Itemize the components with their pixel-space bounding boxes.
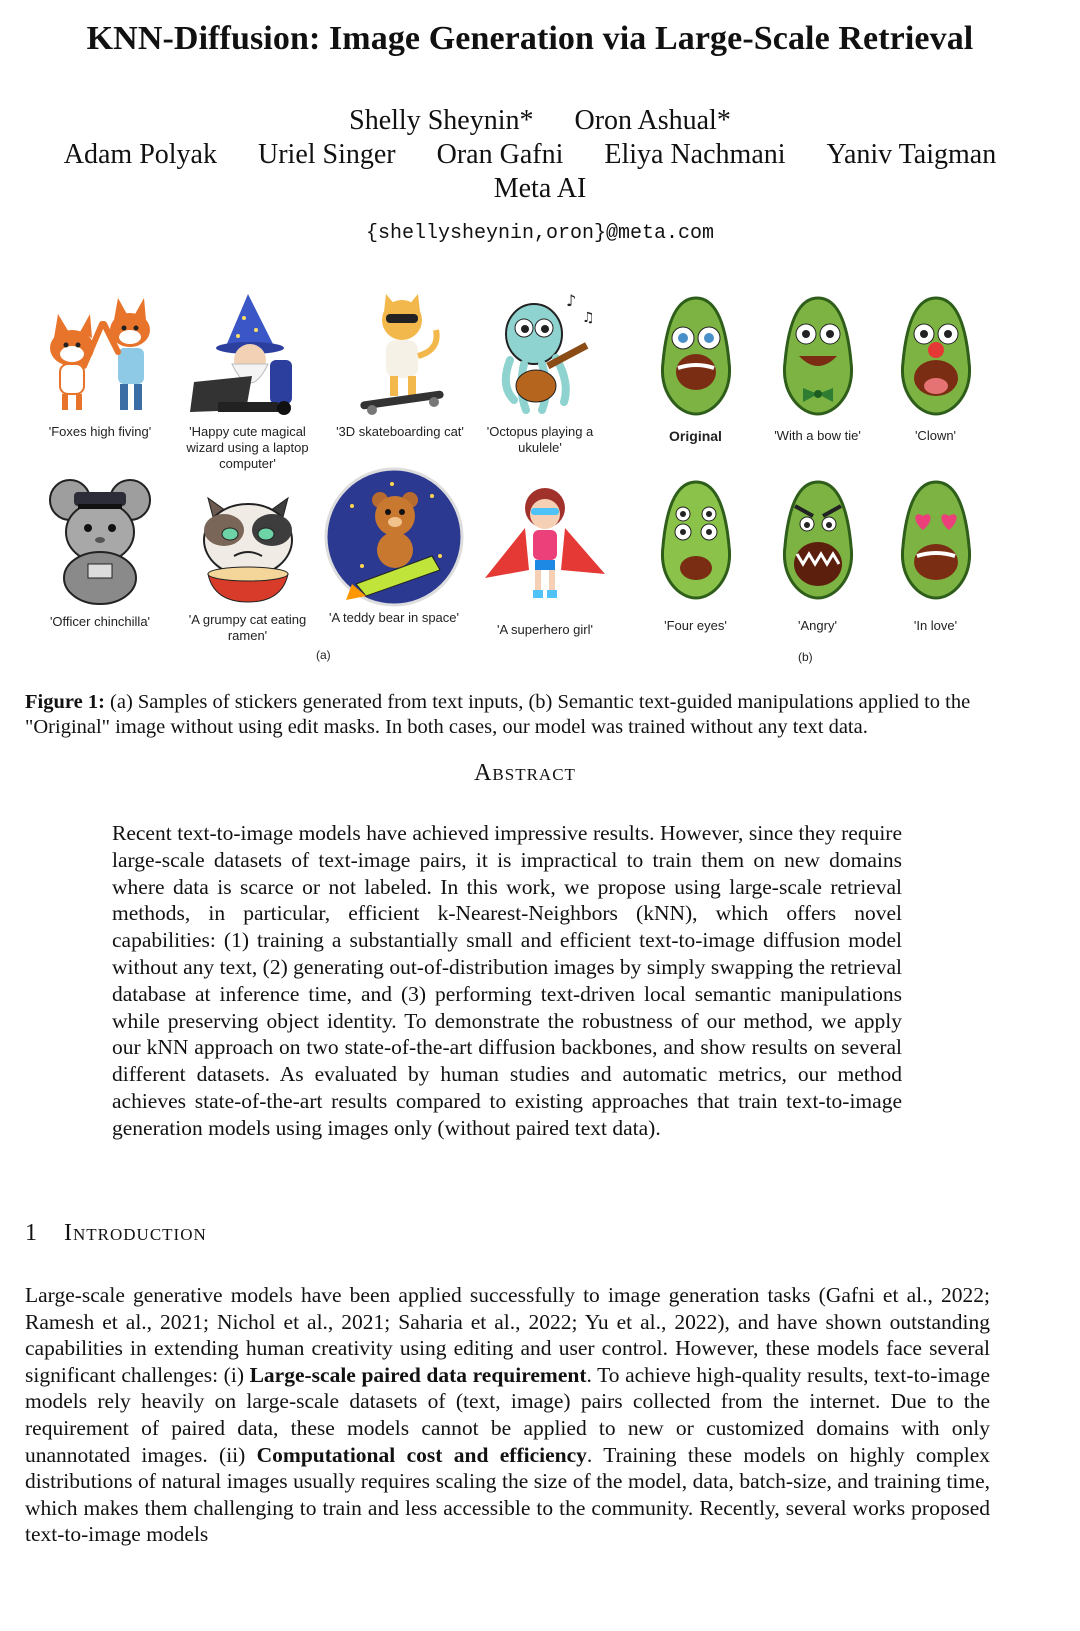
figure-caption: 'A grumpy cat eating ramen' — [188, 612, 307, 643]
author-name: Yaniv Taigman — [826, 139, 997, 170]
figure-caption: 'Octopus playing a ukulele' — [486, 424, 594, 455]
wizard-sticker-icon — [178, 290, 318, 420]
figure-cell — [868, 290, 1003, 444]
figure-caption: 'Happy cute magical wizard using a laptop computer' — [186, 424, 309, 471]
author-name: Eliya Nachmani — [604, 139, 786, 170]
figure-cell — [320, 466, 468, 626]
figure-caption-text: (a) Samples of stickers generated from text inputs, (b) Semantic text-guided manipulations applied to the "Original" image without using edit masks. In both cases, our model was trained without any text data. — [25, 691, 971, 738]
octopus-sticker-icon — [470, 290, 610, 420]
avocado-angry-icon — [753, 474, 883, 606]
cat-skateboard-sticker-icon — [330, 290, 470, 420]
figure-caption: 'Officer chinchilla' — [49, 614, 151, 629]
email: {shellysheynin,oron}@meta.com — [365, 222, 715, 245]
figure-cell — [868, 474, 1003, 634]
figure-caption: 'Foxes high fiving' — [48, 424, 152, 439]
intro-bold-text: Computational cost and efficiency — [256, 1442, 587, 1467]
author-name: Oran Gafni — [436, 139, 564, 170]
avocado-original-icon — [631, 290, 761, 420]
teddy-bear-sticker-icon — [322, 466, 466, 608]
intro-text: . Training these models on highly complex distributions of natural images usually requires scaling the size of the model, data, batch-size, and training time, which makes them challenging to train and less accessible to the community. Recently, several works proposed text-to-image models — [25, 1442, 991, 1547]
figure-caption: 'In love' — [913, 618, 958, 633]
figure-cell — [628, 290, 763, 444]
superhero-girl-sticker-icon — [475, 478, 615, 608]
grumpy-cat-sticker-icon — [178, 478, 318, 608]
avocado-bowtie-icon — [753, 290, 883, 420]
introduction-body — [25, 1282, 990, 1548]
avocado-four-eyes-icon — [631, 474, 761, 606]
section-number: 1 — [25, 1220, 38, 1246]
figure-caption: 'Angry' — [798, 618, 837, 633]
affiliation: Meta AI — [493, 173, 587, 204]
authors-line-2 — [0, 139, 1070, 171]
figure-cell — [30, 290, 170, 440]
figure-cell — [628, 474, 763, 634]
figure-cell — [750, 290, 885, 444]
author-name: Uriel Singer — [258, 139, 396, 170]
figure-cell — [750, 474, 885, 634]
figure-caption: 'Four eyes' — [664, 618, 727, 633]
figure-caption: 'A superhero girl' — [496, 622, 593, 637]
intro-text: Large-scale generative models have been applied successfully to image generation tasks (Gafni et al., 2022; Ramesh et al., 2021; Nichol et al., 2021; Saharia et al., 2022; Yu et al., 2022), and have shown outstanding capabilities in extending human creativity using editing and user control. However, these models face several significant challenges: (i) — [25, 1283, 990, 1387]
section-heading — [25, 1220, 207, 1247]
subfigure-label-a: (a) — [316, 648, 331, 662]
figure-cell — [330, 290, 470, 440]
figure-caption: 'Clown' — [914, 428, 957, 443]
figure-cell — [475, 478, 615, 638]
intro-bold-text: Large-scale paired data requirement — [249, 1362, 587, 1387]
intro-text: . To achieve high-quality results, text-to-image models rely heavily on large-scale datasets of (text, image) pairs collected from the internet. Due to the requirement of paired data, these models cannot be applied to new or customized domains with only unannotated images. (ii) — [25, 1362, 990, 1467]
figure-caption-label: Figure 1: — [25, 691, 105, 713]
figure-caption-main — [25, 690, 1035, 740]
avocado-clown-icon — [871, 290, 1001, 420]
svg-text:♪: ♪ — [566, 291, 577, 310]
abstract-body: Recent text-to-image models have achieved impressive results. However, since they require large-scale datasets of text-image pairs, it is impractical to train them on new domains where data is scarce or not labeled. In this work, we propose using large-scale retrieval methods, in particular, efficient k-Nearest-Neighbors (kNN), which offers novel capabilities: (1) training a substantially small and efficient text-to-image diffusion model without any text, (2) generating out-of-distribution images by simply swapping the retrieval database at inference time, and (3) performing text-driven local semantic manipulations while preserving object identity. To demonstrate the robustness of our method, we apply our kNN approach on two state-of-the-art diffusion backbones, and show results on several different datasets. As evaluated by human studies and automatic metrics, our method achieves state-of-the-art results compared to existing approaches that train text-to-image generation models using images only (without paired text data). — [112, 821, 902, 1140]
author-name: Adam Polyak — [63, 139, 217, 170]
figure-cell — [175, 478, 320, 644]
figure-cell — [175, 290, 320, 472]
section-title: Introduction — [64, 1220, 207, 1246]
figure-cell — [30, 470, 170, 630]
avocado-in-love-icon — [871, 474, 1001, 606]
abstract-heading: Abstract — [474, 760, 576, 786]
figure-caption: 'With a bow tie' — [774, 428, 861, 443]
chinchilla-sticker-icon — [30, 470, 170, 608]
svg-text:♫: ♫ — [582, 310, 595, 326]
figure-caption: 'A teddy bear in space' — [329, 610, 459, 625]
author-name: Shelly Sheynin* — [349, 105, 534, 136]
figure-caption: '3D skateboarding cat' — [336, 424, 464, 439]
foxes-sticker-icon — [30, 290, 170, 420]
subfigure-label-b: (b) — [798, 650, 813, 664]
figure-cell — [470, 290, 610, 456]
paper-title: KNN-Diffusion: Image Generation via Large-Scale Retrieval — [86, 20, 974, 57]
authors-line-1 — [0, 105, 1080, 137]
author-name: Oron Ashual* — [574, 105, 731, 136]
figure-caption: Original — [669, 428, 722, 444]
